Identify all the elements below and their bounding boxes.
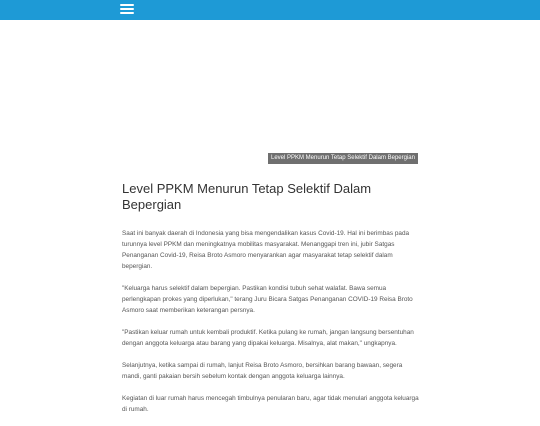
article-title: Level PPKM Menurun Tetap Selektif Dalam Bepergian (122, 181, 372, 212)
hamburger-menu-icon[interactable] (120, 4, 134, 16)
article-image (0, 20, 540, 165)
paragraph-4: Selanjutnya, ketika sampai di rumah, lanjut Reisa Broto Asmoro, bersihkan barang bawaan, segera mandi, ganti pakaian bersih sebelum kontak dengan anggota keluarga lainnya. (122, 362, 403, 380)
paragraph-2: "Keluarga harus selektif dalam bepergian. Pastikan kondisi tubuh sehat walafat. Bawa semua perlengkapan prokes yang diperlukan," terang Juru Bicara Satgas Penanganan COVID-19 Reisa Broto Asmoro saat memberikan keterangan persnya. (122, 285, 413, 314)
paragraph-5: Kegiatan di luar rumah harus mencegah timbulnya penularan baru, agar tidak menulari anggota keluarga di rumah. (122, 395, 419, 413)
paragraph-3: "Pastikan keluar rumah untuk kembali produktif. Ketika pulang ke rumah, jangan langsung bersentuhan dengan anggota keluarga atau barang yang dipakai keluarga. Misalnya, alat makan," ungkapnya. (122, 329, 414, 347)
top-navigation-bar (0, 0, 540, 20)
article-body (122, 181, 422, 426)
image-caption: Level PPKM Menurun Tetap Selektif Dalam Bepergian (268, 153, 418, 164)
paragraph-1: Saat ini banyak daerah di Indonesia yang bisa mengendalikan kasus Covid-19. Hal ini berimbas pada turunnya level PPKM dan meningkatnya mobilitas masyarakat. Menanggapi tren ini, jubir Satgas Penanganan Covid-19, Reisa Broto Asmoro menyarankan agar masyarakat tetap selektif dalam bepergian. (122, 230, 410, 270)
